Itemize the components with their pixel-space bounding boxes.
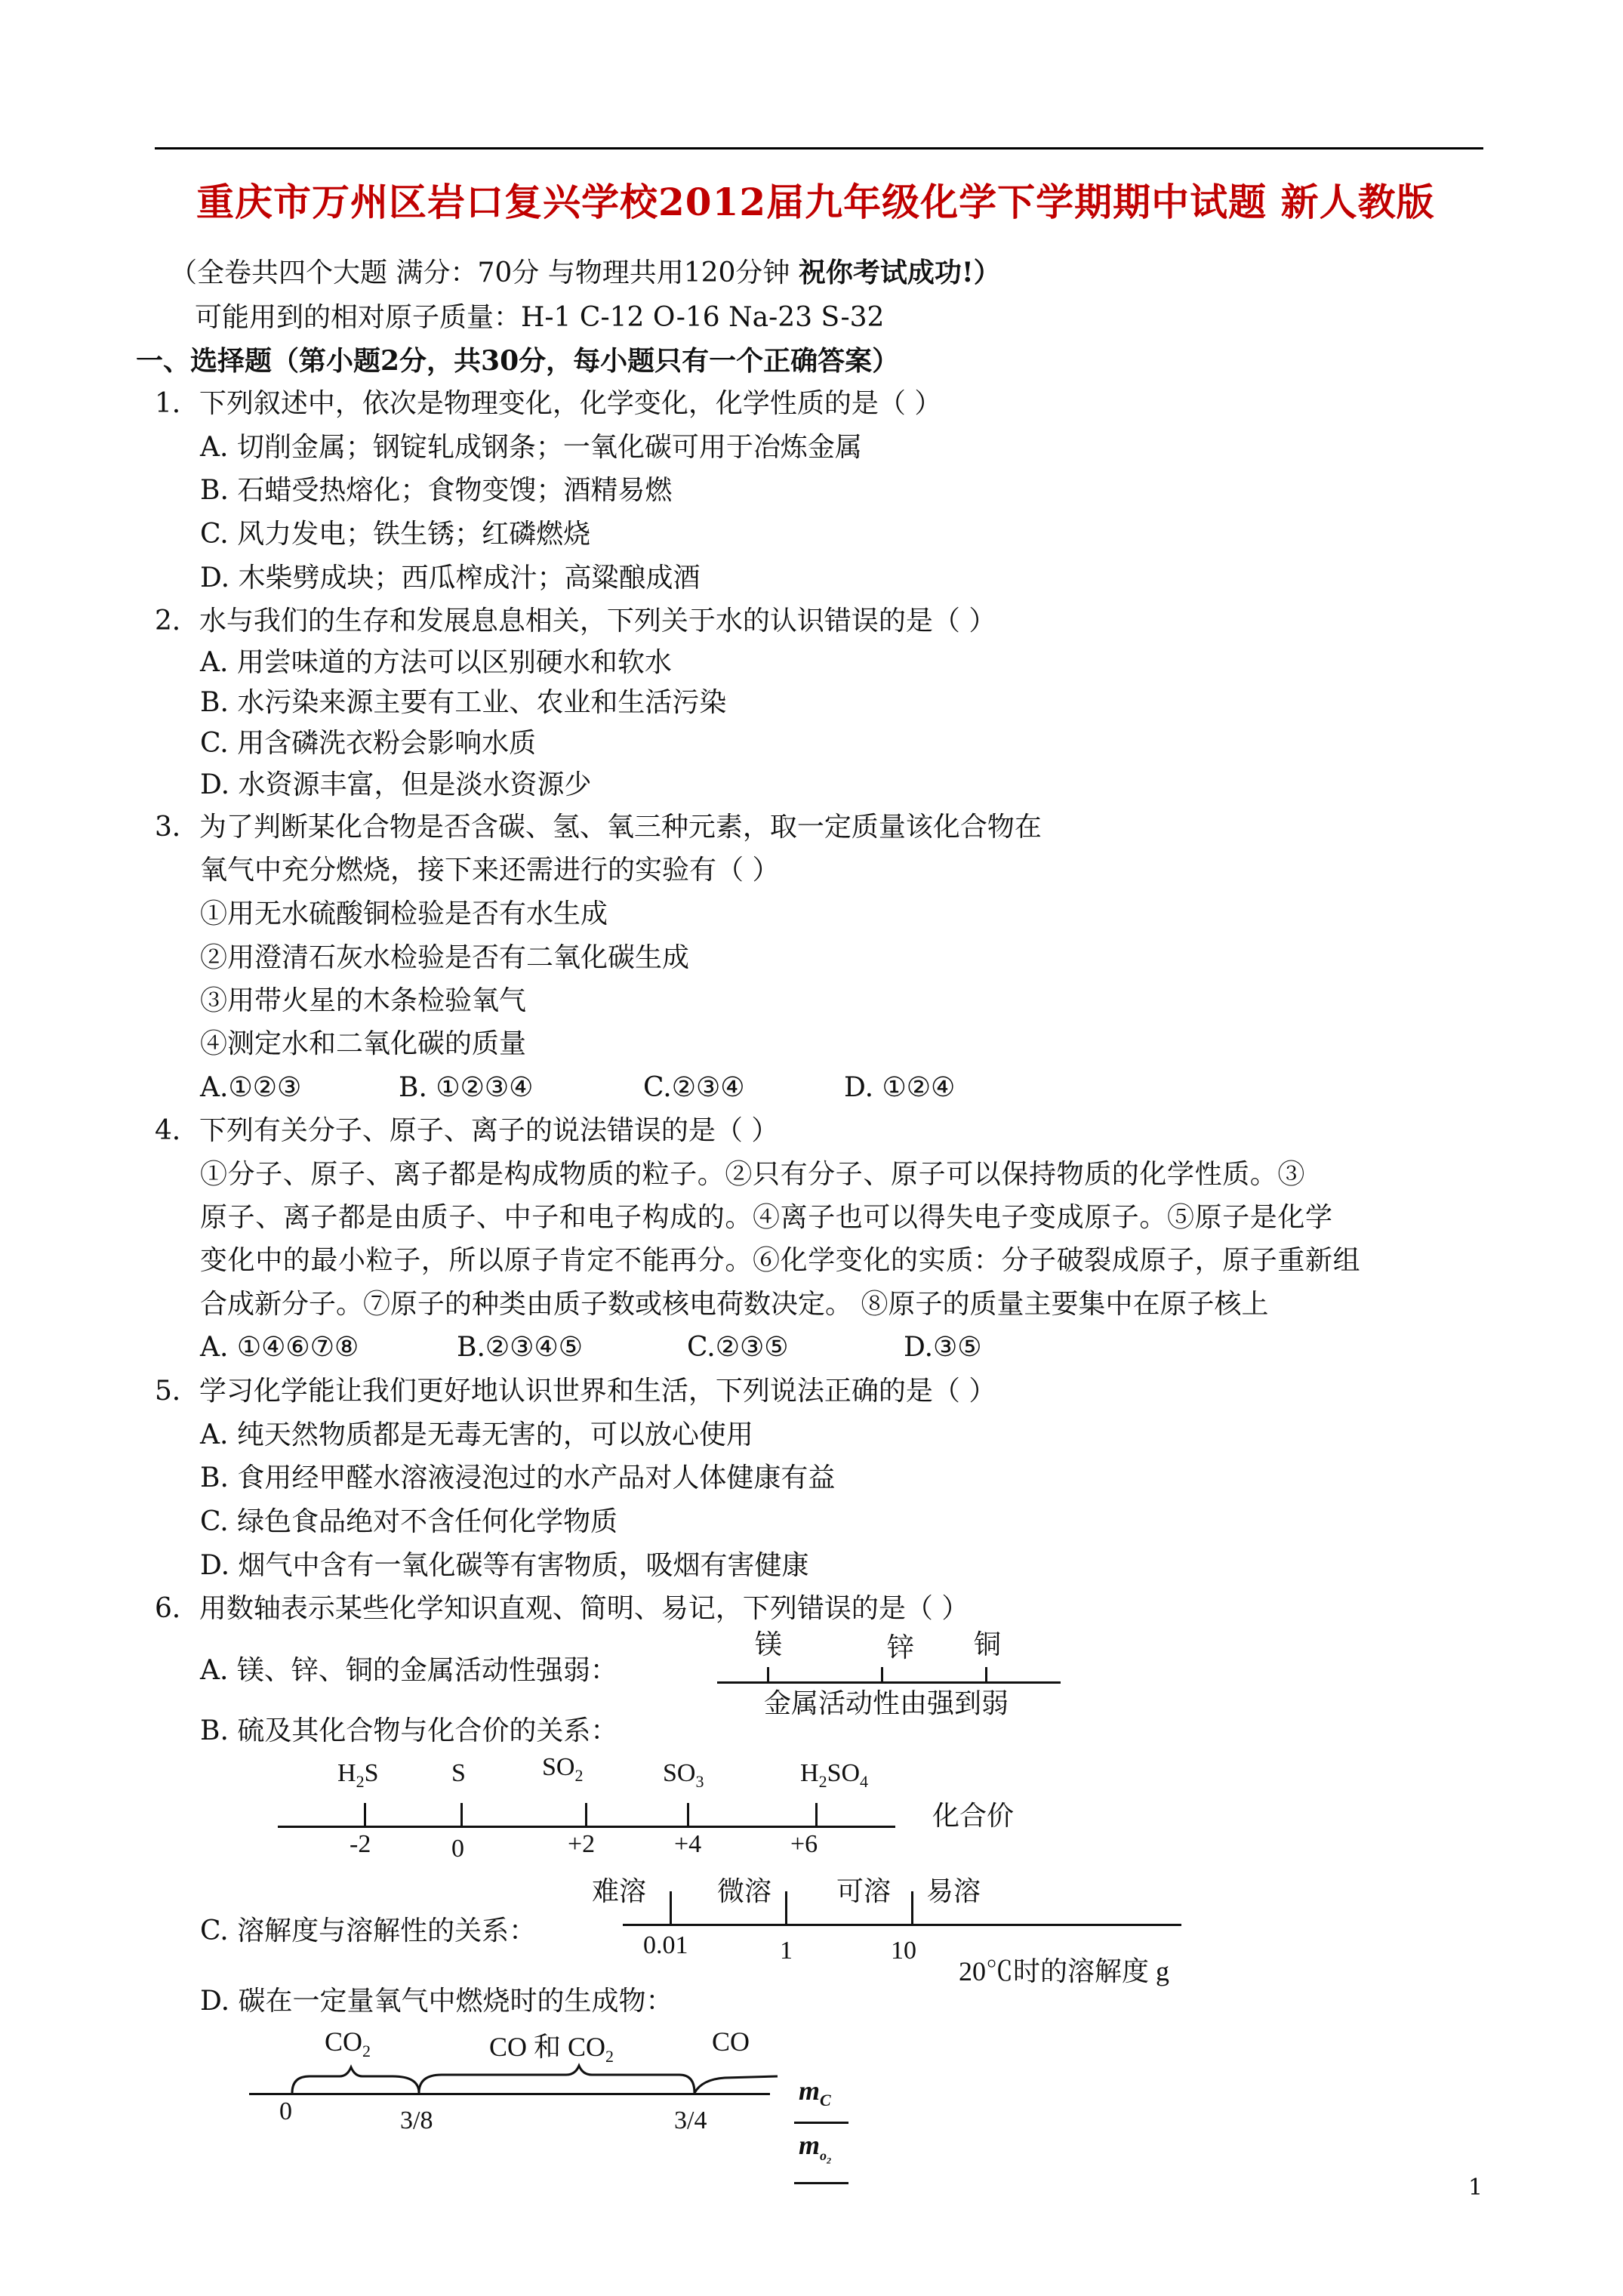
- q6d-axis: [249, 2093, 770, 2095]
- exam-info-text: （全卷共四个大题 满分：70分 与物理共用120分钟: [170, 257, 799, 288]
- q6b-tick: [585, 1803, 587, 1826]
- q6a-tick: [767, 1667, 769, 1682]
- q6d-den-m: m: [799, 2130, 821, 2160]
- q4-option-b: B.②③④⑤: [457, 1332, 583, 1363]
- q6b-value: 0: [451, 1835, 464, 1863]
- q6c-zone: 易溶: [926, 1876, 981, 1907]
- q6d-braces: [249, 2046, 793, 2099]
- q6a-tick: [985, 1667, 987, 1682]
- q6a-label-cu: 铜: [974, 1629, 1002, 1660]
- q3-option-a: A.①②③: [200, 1072, 302, 1103]
- q6a-label-mg: 镁: [755, 1629, 783, 1660]
- q1-option-c: C. 风力发电；铁生锈；红磷燃烧: [200, 519, 591, 550]
- q6-option-b: B. 硫及其化合物与化合价的关系：: [200, 1715, 618, 1746]
- q6b-so2-text: SO: [542, 1753, 575, 1781]
- q6-option-c: C. 溶解度与溶解性的关系：: [200, 1915, 537, 1946]
- q6b-label-s: S: [451, 1759, 466, 1787]
- q2-stem: 2．水与我们的生存和发展息息相关，下列关于水的认识错误的是（ ）: [155, 606, 996, 636]
- q6d-product-mix: CO 和 $CO_2$: [489, 2032, 614, 2066]
- q4-text-3: 变化中的最小粒子，所以原子肯定不能再分。⑥化学变化的实质：分子破裂成原子，原子重新组: [200, 1245, 1361, 1276]
- q6b-label-h2so4: $H_2SO_4$: [800, 1759, 869, 1791]
- q3-item-2: ②用澄清石灰水检验是否有二氧化碳生成: [200, 942, 690, 973]
- q6b-value: +4: [674, 1830, 702, 1858]
- q3-option-c: C.②③④: [643, 1072, 745, 1103]
- q6b-h2so4-so: SO: [827, 1759, 861, 1787]
- q6-stem: 6．用数轴表示某些化学知识直观、简明、易记，下列错误的是（ ）: [155, 1593, 969, 1624]
- q6-option-a: A. 镁、锌、铜的金属活动性强弱：: [200, 1655, 617, 1686]
- q6c-zone: 微溶: [717, 1876, 772, 1907]
- q6d-value: 3/4: [674, 2106, 707, 2134]
- q3-item-3: ③用带火星的木条检验氧气: [200, 985, 527, 1016]
- q3-option-b: B. ①②③④: [399, 1072, 534, 1103]
- q6b-h2so4-h: H: [800, 1759, 819, 1787]
- q6c-zone: 可溶: [836, 1876, 892, 1907]
- q6d-product-co: CO: [712, 2026, 750, 2057]
- q6c-axis-label: 20℃时的溶解度 g: [959, 1956, 1170, 1986]
- q6a-caption: 金属活动性由强到弱: [764, 1688, 1009, 1719]
- q1-option-b: B. 石蜡受热熔化；食物变馊；酒精易燃: [200, 475, 673, 506]
- q6c-zone: 难溶: [592, 1876, 647, 1907]
- q6b-value: +2: [568, 1830, 596, 1858]
- q6b-axis: [278, 1826, 895, 1828]
- q2-option-a: A. 用尝味道的方法可以区别硬水和软水: [200, 647, 672, 678]
- q5-option-d: D. 烟气中含有一氧化碳等有害物质，吸烟有害健康: [200, 1550, 809, 1581]
- q6c-value: 0.01: [643, 1931, 688, 1959]
- q3-option-d: D. ①②④: [844, 1072, 956, 1103]
- q6b-axis-label: 化合价: [932, 1801, 1015, 1832]
- q3-item-1: ①用无水硫酸铜检验是否有水生成: [200, 898, 608, 929]
- q3-stem-2: 氧气中充分燃烧，接下来还需进行的实验有（ ）: [200, 855, 780, 886]
- document-title: 重庆市万州区岩口复兴学校2012届九年级化学下学期期中试题 新人教版: [196, 180, 1435, 224]
- q6c-tick: [785, 1891, 787, 1924]
- q6b-value: -2: [350, 1830, 371, 1858]
- q6d-num-m: m: [799, 2076, 821, 2106]
- q4-text-2: 原子、离子都是由质子、中子和电子构成的。④离子也可以得失电子变成原子。⑤原子是化学: [200, 1202, 1333, 1233]
- q5-option-b: B. 食用经甲醛水溶液浸泡过的水产品对人体健康有益: [200, 1462, 836, 1493]
- q4-option-a: A. ①④⑥⑦⑧: [200, 1332, 359, 1363]
- q6b-tick: [687, 1803, 689, 1826]
- q6b-label-so2: $SO_2$: [542, 1753, 584, 1785]
- q6c-tick: [670, 1891, 672, 1924]
- q6d-ratio-numerator: $m_C$: [799, 2076, 831, 2110]
- q6d-value: 0: [279, 2097, 292, 2125]
- q6b-label-h2s: $H_2S$: [337, 1759, 379, 1791]
- q6b-tick: [364, 1803, 366, 1826]
- q6d-mix-text: CO 和 CO: [489, 2032, 606, 2062]
- q6d-co2-text: CO: [325, 2026, 363, 2057]
- q6a-label-zn: 锌: [887, 1632, 915, 1663]
- q6b-tick: [460, 1803, 463, 1826]
- q5-option-a: A. 纯天然物质都是无毒无害的，可以放心使用: [200, 1419, 753, 1450]
- q6d-underline: [794, 2182, 848, 2184]
- q5-stem: 5．学习化学能让我们更好地认识世界和生活，下列说法正确的是（ ）: [155, 1376, 996, 1407]
- q4-option-d: D.③⑤: [904, 1332, 982, 1363]
- q6b-h2s-h: H: [337, 1759, 356, 1787]
- atomic-mass-line: 可能用到的相对原子质量：H-1 C-12 O-16 Na-23 S-32: [195, 302, 885, 333]
- q6c-tick: [911, 1891, 913, 1924]
- exam-info: [170, 255, 1001, 291]
- q2-option-c: C. 用含磷洗衣粉会影响水质: [200, 728, 537, 759]
- q6a-tick: [881, 1667, 883, 1682]
- q3-stem-1: 3．为了判断某化合物是否含碳、氢、氧三种元素，取一定质量该化合物在: [155, 812, 1042, 843]
- q5-option-c: C. 绿色食品绝对不含任何化学物质: [200, 1506, 618, 1537]
- q4-text-1: ①分子、原子、离子都是构成物质的粒子。②只有分子、原子可以保持物质的化学性质。③: [200, 1159, 1306, 1190]
- q6c-value: 10: [891, 1937, 916, 1965]
- q6d-value: 3/8: [400, 2106, 433, 2134]
- q1-option-d: D. 木柴劈成块；西瓜榨成汁；高粱酿成酒: [200, 562, 701, 593]
- q6d-fraction-bar: [794, 2122, 848, 2124]
- q6-option-d: D. 碳在一定量氧气中燃烧时的生成物：: [200, 1986, 673, 2017]
- q6c-axis: [623, 1924, 1181, 1926]
- page-number: 1: [1468, 2174, 1483, 2201]
- q3-item-4: ④测定水和二氧化碳的质量: [200, 1028, 527, 1059]
- q4-stem: 4．下列有关分子、原子、离子的说法错误的是（ ）: [155, 1115, 779, 1146]
- q6b-tick: [815, 1803, 818, 1826]
- q4-text-4: 合成新分子。⑦原子的种类由质子数或核电荷数决定。 ⑧原子的质量主要集中在原子核上: [200, 1289, 1269, 1320]
- q6b-value: +6: [790, 1830, 818, 1858]
- q4-option-c: C.②③⑤: [687, 1332, 789, 1363]
- q6c-value: 1: [780, 1937, 793, 1965]
- header-rule: [155, 147, 1483, 149]
- q6d-ratio-denominator: $m_{o_2}$: [799, 2130, 832, 2166]
- q6b-so3-text: SO: [663, 1759, 696, 1787]
- q2-option-d: D. 水资源丰富，但是淡水资源少: [200, 769, 592, 800]
- section-heading: 一、选择题（第小题2分，共30分，每小题只有一个正确答案）: [136, 345, 900, 377]
- q1-option-a: A. 切削金属；钢锭轧成钢条；一氧化碳可用于冶炼金属: [200, 432, 862, 463]
- q6b-label-so3: $SO_3$: [663, 1759, 704, 1791]
- exam-info-wish: 祝你考试成功!）: [798, 257, 1001, 288]
- q2-option-b: B. 水污染来源主要有工业、农业和生活污染: [200, 687, 727, 718]
- q6d-product-co2: $CO_2$: [325, 2026, 371, 2061]
- q1-stem: 1．下列叙述中，依次是物理变化，化学变化，化学性质的是（ ）: [155, 388, 942, 419]
